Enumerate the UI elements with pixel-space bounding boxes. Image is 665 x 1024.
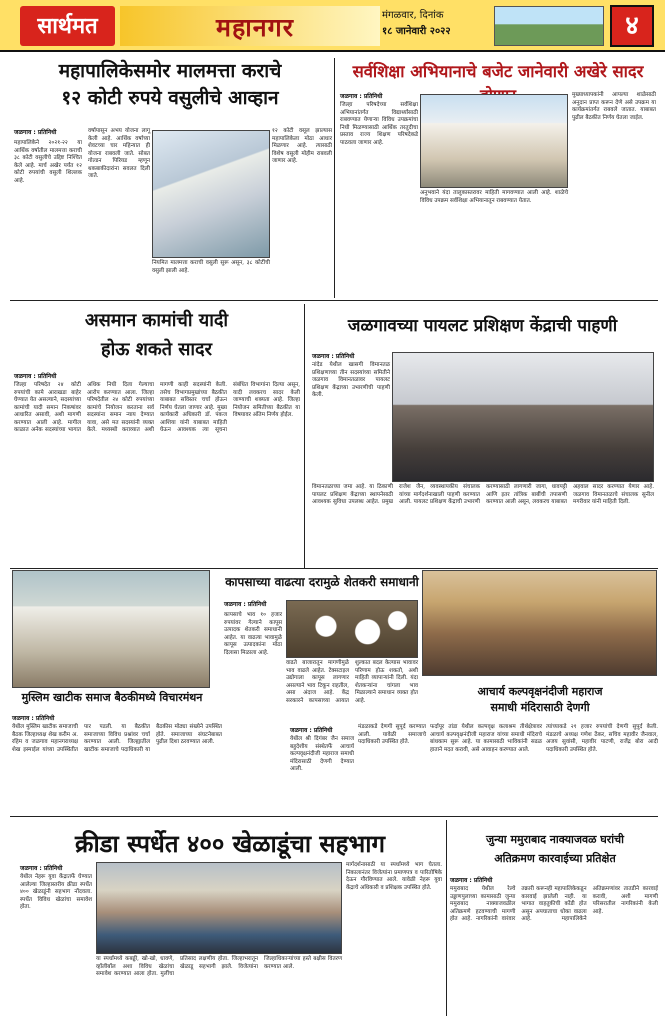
byline: जळगाव : प्रतिनिधी xyxy=(224,601,267,608)
byline: जळगाव : प्रतिनिधी xyxy=(312,353,355,360)
donation-ceremony-photo xyxy=(422,570,657,676)
article-text: फर्दापूर तांडा येथील कल्पवृक्ष कलाश्रम तीर्थक्षेत्रावर आचार्य कल्पवृक्षनंदीजी महाराज यांच्या समाधी मंदिराचे बांधकाम सुरू आहे. या कामासाठी भाविकांनी सढळ हाताने मदत करावी, असे आवाहन करण्यात आले. xyxy=(430,724,542,753)
article-text: येथील नेहरू युवा केंद्रातर्फे घेण्यात आलेल्या जिल्हास्तरीय क्रीडा स्पर्धेत ४०० खेळाडूंनी सहभाग नोंदवला. स्पर्धेत विविध खेळांचा समावेश होता. xyxy=(20,874,92,910)
article-text: जिल्हा परिषदेच्या सर्वशिक्षा अभियानांतर्गत विद्यार्थ्यांसाठी राबवण्यात येणाऱ्या विविध उपक्रमांचा निधी मिळण्यासाठी आर्थिक तरतुदीचा प्रस्ताव राज्य शिक्षण परिषदेकडे पाठवला जाणार आहे. xyxy=(340,102,418,146)
headline-pilot-training: जळगावच्या पायलट प्रशिक्षण केंद्राची पाहणी xyxy=(347,316,618,336)
section-title: महानगर xyxy=(216,13,294,42)
article-text: नांदेड येथील खासगी विमानतळ प्रशिक्षणाच्या तीन सदस्यांच्या समितीने जळगाव विमानतळावर पायलट प्रशिक्षण केंद्राच्या उभारणीची पाहणी केली. xyxy=(312,362,390,398)
headline-property-tax xyxy=(10,58,330,118)
zilla-parishad-building-photo xyxy=(420,94,568,188)
article-text: ममुराबाद येथील रेल्वे उड्डाणपुलाच्या कामासाठी जुन्या ममुराबाद नाक्याजवळील अतिक्रमणे हटवण्याची मागणी होत आहे. नागरिकांनी वारंवार तक्रारी करूनही महापालिकेकडून कारवाई झालेली नाही. या भागात वाहतुकीची कोंडी होत असून अपघाताचा धोका वाढला आहे. महापालिकेने अतिक्रमणांवर तातडीने कारवाई करावी, अशी मागणी परिसरातील नागरिकांनी केली आहे. xyxy=(450,886,658,922)
byline: जळगाव : प्रतिनिधी xyxy=(340,93,383,100)
headline-line: समाधी मंदिरासाठी देणगी xyxy=(490,701,590,714)
headline-line: अतिक्रमण कारवाईच्या प्रतिक्षेत xyxy=(494,852,616,865)
headline-work-list xyxy=(14,306,299,368)
byline: जळगाव : प्रतिनिधी xyxy=(12,715,55,722)
article-text: मार्गदर्शनासाठी या स्पर्धांमध्ये भाग घेतला. निकालानंतर विजेत्यांना प्रमाणपत्र व पारितोषिके देऊन गौरविण्यात आले. यावेळी नेहरू युवा केंद्राचे अधिकारी व प्रशिक्षक उपस्थित होते. xyxy=(346,862,442,891)
headline-line: आचार्य कल्पवृक्षनंदीजी महाराज xyxy=(477,685,603,698)
headline-sports-competition: क्रीडा स्पर्धेत ४०० खेळाडूंचा सहभाग xyxy=(75,830,385,858)
article-text: वाढते बाजारातून मागणीमुळे भाव वाढले आहेत. टेक्सटाइल उद्योगाला कापूस लागणार असल्याने भाव टिकून राहतील, असा अंदाज आहे. केंद्र सरकारने कापसाच्या आयात शुल्कात बदल केल्यास भावावर परिणाम होऊ शकतो, अशी माहिती व्यापाऱ्यांनी दिली. यंदा शेतकऱ्यांना चांगला भाव मिळाल्याने समाधान व्यक्त होत आहे. xyxy=(286,660,418,704)
page-number: ४ xyxy=(610,5,654,47)
byline: जळगाव : प्रतिनिधी xyxy=(450,877,493,884)
headline-line: असमान कामांची यादी xyxy=(84,310,229,331)
newspaper-logo: सार्थमत xyxy=(20,6,115,46)
sports-group-photo xyxy=(96,862,342,954)
headline-line: जुन्या ममुराबाद नाक्याजवळ घरांची xyxy=(486,833,624,846)
headline-encroachment xyxy=(450,830,660,874)
byline: जळगाव : प्रतिनिधी xyxy=(20,865,63,872)
article-text: कापसाचे भाव १० हजार रुपयांवर गेल्याने कापूस उत्पादक शेतकरी समाधानी आहेत. या वाढत्या भावामुळे कापूस उत्पादकांना मोठा दिलासा मिळाला आहे. xyxy=(224,612,282,656)
article-text: मंडळाकडे देणगी सुपूर्द करण्यात आली. यावेळी समाजाचे पदाधिकारी उपस्थित होते. xyxy=(358,724,426,745)
article-text: १२ कोटी वसूल झाल्यास महापालिकेला मोठा आधार मिळणार आहे. त्यासाठी विशेष वसुली मोहीम राबवली जाणार आहे. xyxy=(272,128,332,164)
article-text: अनुभवाने यंदा तालुकास्तरावर माहिती मागवण्यात आली आहे. शाळेचे विविध उपक्रम सर्वशिक्षा अभियानातून राबवण्यात येतात. xyxy=(420,190,568,204)
article-text: येथील श्री दिगंबर जैन समाज बहुदेशीय संस्थेतर्फे आचार्य कल्पवृक्षनंदीजी महाराज समाधी मंदिरासाठी देणगी देण्यात आली. xyxy=(290,736,354,772)
article-text: या स्पर्धांमध्ये कबड्डी, खो-खो, धावणे, व्हॉलीबॉल अशा विविध खेळांचा समावेश करण्यात आला होता. मुलींचा प्रतिसाद लक्षणीय होता. जिल्हाभरातून खेळाडू सहभागी झाले. विजेत्यांना जिल्हाधिकाऱ्यांच्या हस्ते बक्षीस वितरण करण्यात आले. xyxy=(96,956,342,977)
article-text: येथील मुस्लिम खाटीक समाजाची बैठक जिल्हाध्यक्ष शेख करीम अ. रहिम व जळगाव महानगराध्यक्ष शेख इस्माईल यांच्या उपस्थितीत पार पडली. या बैठकीत समाजाच्या विविध प्रश्नांवर चर्चा करण्यात आली. जिल्ह्यातील खाटीक समाजाचे पदाधिकारी या बैठकीस मोठ्या संख्येने उपस्थित होते. समाजाच्या संघटनेबाबत पुढील दिशा ठरवण्यात आली. xyxy=(12,724,222,753)
byline: जळगाव : प्रतिनिधी xyxy=(290,727,333,734)
column-divider xyxy=(304,304,305,568)
headline-line: महापालिकेसमोर मालमत्ता कराचे xyxy=(58,60,282,82)
byline: जळगाव : प्रतिनिधी xyxy=(14,129,57,136)
city-skyline-image xyxy=(494,6,604,46)
headline-cotton-prices: कापसाच्या वाढत्या दरामुळे शेतकरी समाधानी xyxy=(225,575,419,589)
article-text: मुख्याध्यापकांनी आपल्या शाळेसाठी अनुदान प्राप्त करून देणे असे उपक्रम या कार्यक्रमांतर्गत राबवले जातात. याबाबत पुढील बैठकीत निर्णय घेतला जाईल. xyxy=(572,92,656,121)
community-meeting-photo xyxy=(12,570,210,688)
article-text: नियमित मालमत्ता कराची वसुली सुरू असून, ३८ कोटींची वसुली झाली आहे. xyxy=(152,260,270,274)
dateline xyxy=(382,8,492,48)
column-divider xyxy=(334,58,335,298)
byline: जळगाव : प्रतिनिधी xyxy=(14,373,57,380)
section-divider xyxy=(10,300,658,301)
day-label: मंगळवार, दिनांक xyxy=(382,10,444,21)
cotton-photo xyxy=(286,600,418,658)
municipal-building-photo xyxy=(152,130,270,258)
headline-sarva-shiksha: सर्वशिक्षा अभियानाचे बजेट जानेवारी अखेरे सादर xyxy=(352,62,644,81)
article-text: त्यांच्याकडे २१ हजार रुपयांची देणगी सुपूर्द केली. मंडळाचे अध्यक्ष गणेश ठेंकर, सचिव महावीर जैनवाल, अजय सुवांसी, महावीर पाटणी, राजेंद्र बोरा आदी पदाधिकारी उपस्थित होते. xyxy=(546,724,658,753)
article-text: महापालिकेने २०२१-२२ या आर्थिक वर्षातील मालमत्ता कराची ३८ कोटी वसुलीचे उद्दिष्ट निश्चित केले आहे. मार्च अखेर पर्यंत १२ कोटी रुपयांची वसुली शिल्लक आहे. xyxy=(14,140,82,184)
headline-line: १२ कोटी रुपये वसुलीचे आव्हान xyxy=(61,87,279,109)
pilot-inspection-group-photo xyxy=(392,352,654,482)
article-text: विमानतळाच्या जमा आहे. या ठिकाणी पायलट प्रशिक्षण केंद्राच्या स्थापनेसाठी आवश्यक सुविधा उपलब्ध आहेत. प्रमुख राजेश जैन, व्यवस्थापकीय संचालक यांच्या मार्गदर्शनाखाली पाहणी करण्यात आली. पायलट प्रशिक्षण केंद्राची उभारणी करण्यासाठी लागणारी जागा, धावपट्टी आणि इतर तांत्रिक बाबींची तपासणी करण्यात आली असून, लवकरच याबाबत अहवाल सादर करण्यात येणार आहे. जळगाव विमानतळाचे संचालक सुनील मगरीवार यांनी माहिती दिली. xyxy=(312,484,654,505)
column-divider xyxy=(446,820,447,1016)
article-text: जिल्हा परिषदेत २४ कोटी रुपयांची कामे आराखडा बाहेर घेण्यात येत असल्याने, सदस्यांच्या कामांची यादी समान निकषांवर आधारित असावी, अशी मागणी करण्यात आली आहे. मागील काळात अनेक सदस्यांच्या भागात अधिक निधी दिला गेल्याचा आरोप करण्यात आला. जिल्हा परिषदेतील २४ कोटी रुपयांच्या कामांचे नियोजन करताना सर्व सदस्यांना समान न्याय देण्यात यावा, असे मत सदस्यांनी व्यक्त केले. मध्यस्थी कराव्यात अशी मागणी काही सदस्यांनी केली. तसेच विभागप्रमुखांच्या बैठकीत याबाबत सविस्तर चर्चा होऊन निर्णय घेतला जाणार आहे. मुख्य कार्यकारी अधिकारी डॉ. पंकज आशिया यांनी याबाबत माहिती घेऊन आवश्यक त्या सूचना संबंधित विभागांना दिल्या असून, यादी लवकरच सादर केली जाण्याची शक्यता आहे. जिल्हा नियोजन समितीच्या बैठकीत या विषयावर अंतिम निर्णय होईल. xyxy=(14,382,300,433)
headline-acharya-donation xyxy=(422,684,658,718)
article-text: वर्षापासून अभय योजना लागू केली आहे. आर्थिक वर्षाच्या शेवटच्या चार महिन्यात ही योजना राबवली जाते. सोबत गोल्डन पिरियड म्हणून थकबाकीदारांना सवलत दिली जाते. xyxy=(88,128,150,179)
date: १८ जानेवारी २०२२ xyxy=(382,26,451,37)
headline-khatik-samaj: मुस्लिम खाटीक समाज बैठकीमध्ये विचारमंथन xyxy=(21,691,203,704)
headline-line: होऊ शकते सादर xyxy=(101,339,212,360)
section-divider xyxy=(10,816,658,817)
